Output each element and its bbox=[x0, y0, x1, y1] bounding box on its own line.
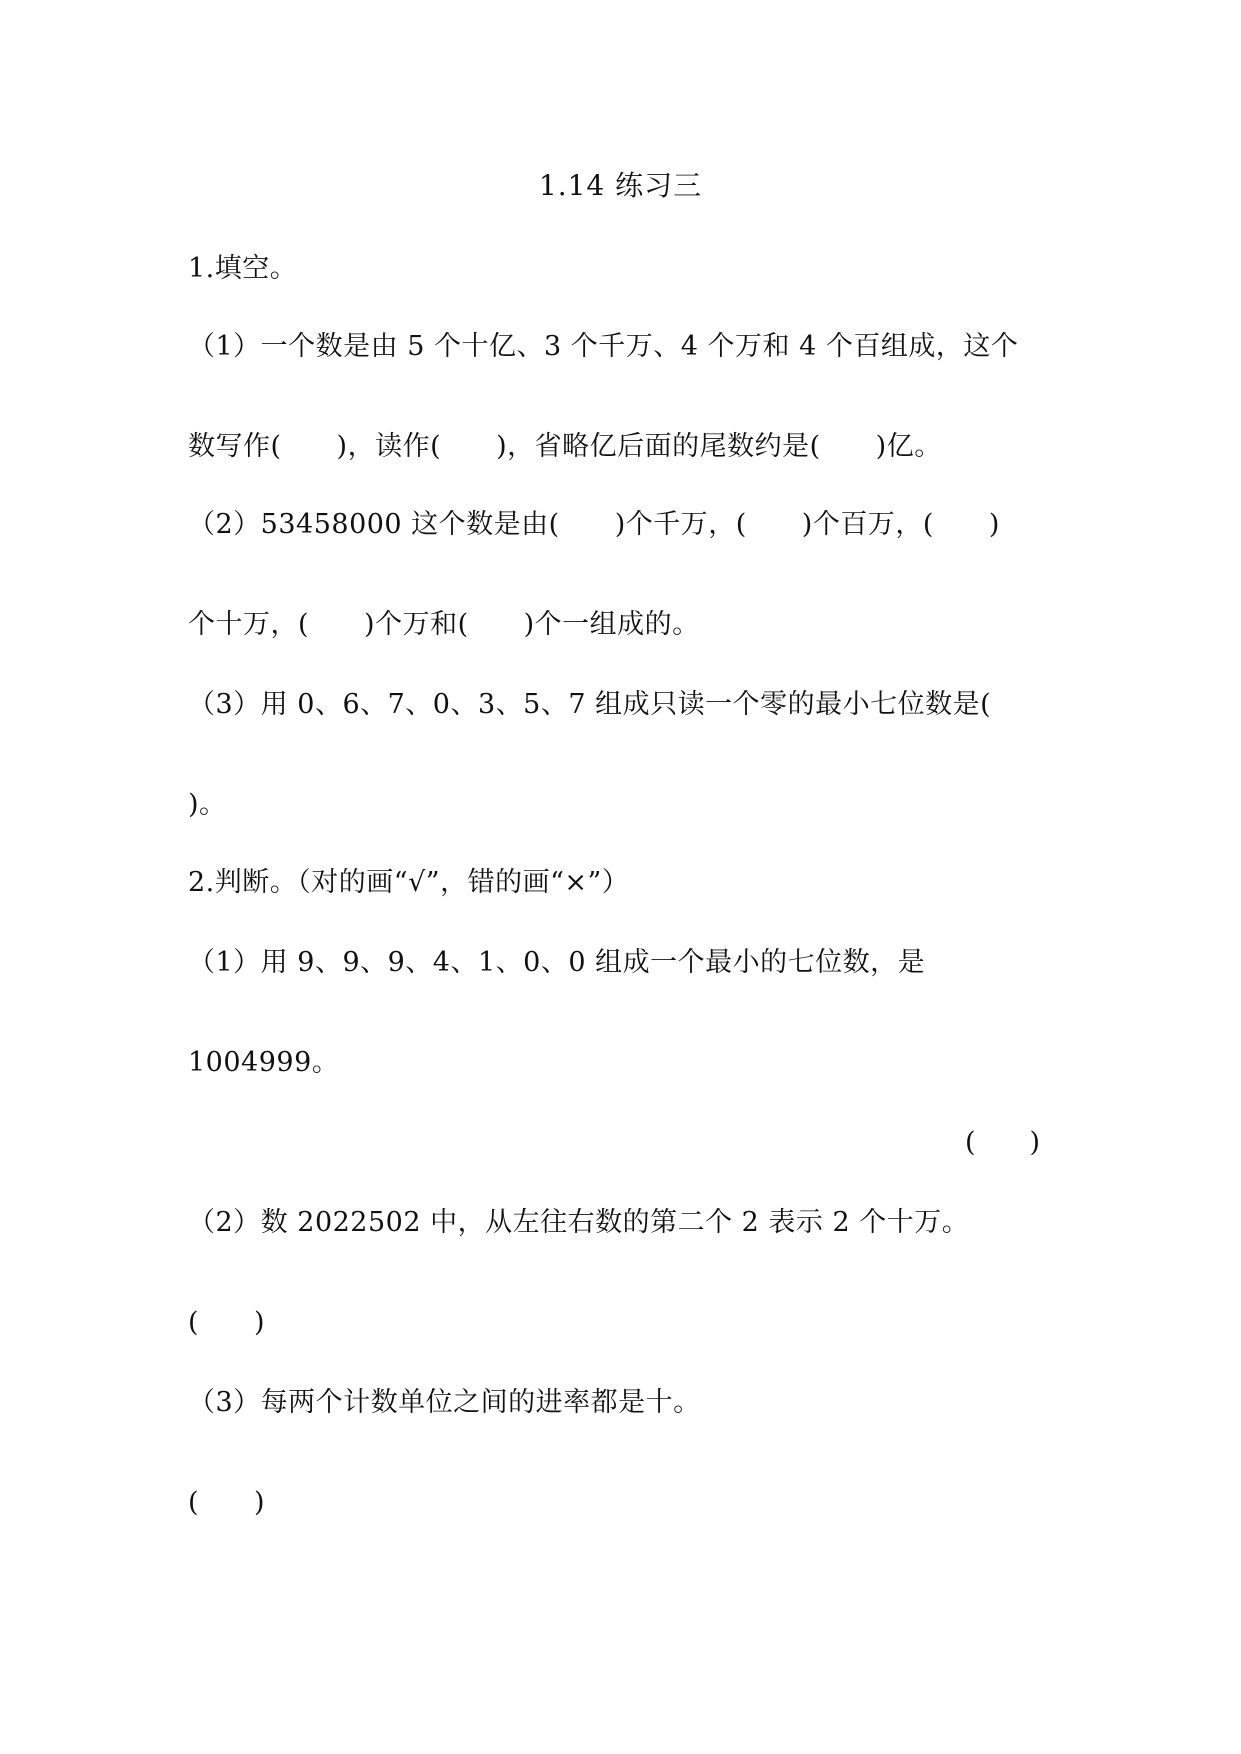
judge-question-2: （2）数 2022502 中，从左往右数的第二个 2 表示 2 个十万。 bbox=[188, 1207, 970, 1238]
judge-answer-blank-1: ( ) bbox=[965, 1127, 1041, 1158]
fill-question-3-line-2: )。 bbox=[188, 789, 227, 820]
fill-question-1-line-2: 数写作( )，读作( )，省略亿后面的尾数约是( )亿。 bbox=[188, 431, 942, 462]
page-title: 1.14 练习三 bbox=[538, 169, 703, 202]
judge-question-1-line-2: 1004999。 bbox=[188, 1047, 340, 1078]
judge-question-3: （3）每两个计数单位之间的进率都是十。 bbox=[188, 1387, 701, 1418]
judge-question-1-line-1: （1）用 9、9、9、4、1、0、0 组成一个最小的七位数，是 bbox=[188, 947, 926, 978]
judge-answer-blank-2: ( ) bbox=[188, 1307, 266, 1338]
fill-question-2-line-1: （2）53458000 这个数是由( )个千万，( )个百万，( ) bbox=[188, 509, 1000, 540]
fill-question-2-line-2: 个十万，( )个万和( )个一组成的。 bbox=[188, 609, 700, 640]
fill-question-1-line-1: （1）一个数是由 5 个十亿、3 个千万、4 个万和 4 个百组成，这个 bbox=[188, 331, 1019, 362]
judge-answer-blank-3: ( ) bbox=[188, 1487, 266, 1518]
fill-question-3-line-1: （3）用 0、6、7、0、3、5、7 组成只读一个零的最小七位数是( bbox=[188, 689, 992, 720]
section-heading-fill-blanks: 1.填空。 bbox=[188, 253, 298, 284]
section-heading-true-false: 2.判断。（对的画“√”，错的画“×”） bbox=[188, 867, 630, 898]
